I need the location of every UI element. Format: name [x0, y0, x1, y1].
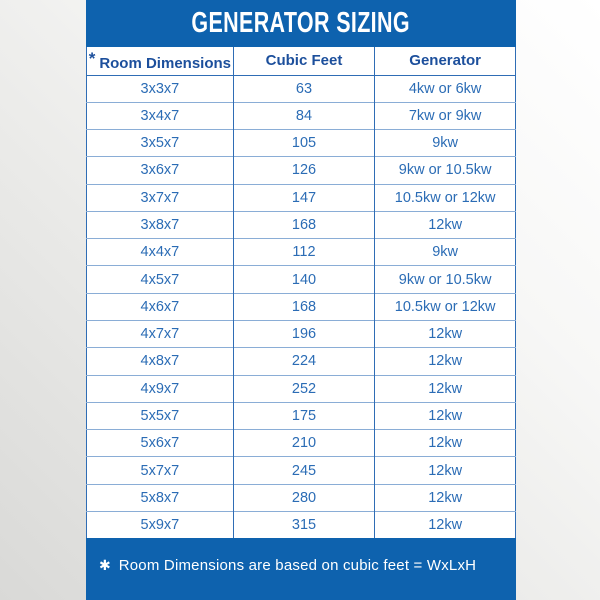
table-row — [87, 293, 516, 320]
table-cell: 5x8x7 — [87, 484, 234, 511]
table-cell: 9kw or 10.5kw — [375, 266, 516, 293]
table-cell: 9kw — [375, 130, 516, 157]
table-row — [87, 102, 516, 129]
table-row — [87, 402, 516, 429]
table-cell: 7kw or 9kw — [375, 102, 516, 129]
table-cell: 4kw or 6kw — [375, 75, 516, 102]
table-cell: 3x6x7 — [87, 157, 234, 184]
table-cell: 280 — [233, 484, 375, 511]
table-body — [87, 75, 516, 538]
header-row — [87, 47, 516, 75]
table-cell: 3x5x7 — [87, 130, 234, 157]
table-cell: 3x4x7 — [87, 102, 234, 129]
col-header-cubic-feet: Cubic Feet — [233, 47, 375, 75]
table-cell: 12kw — [375, 402, 516, 429]
page-title: GENERATOR SIZING — [191, 7, 411, 39]
table-row — [87, 184, 516, 211]
table-cell: 245 — [233, 457, 375, 484]
table-row — [87, 130, 516, 157]
table-row — [87, 430, 516, 457]
table-cell: 224 — [233, 348, 375, 375]
table-cell: 252 — [233, 375, 375, 402]
table-cell: 5x7x7 — [87, 457, 234, 484]
table-cell: 5x9x7 — [87, 512, 234, 539]
footer-note — [86, 538, 516, 600]
table-cell: 196 — [233, 321, 375, 348]
asterisk-mark: * — [88, 49, 96, 69]
table-row — [87, 321, 516, 348]
table-cell: 168 — [233, 211, 375, 238]
table-cell: 140 — [233, 266, 375, 293]
table-row — [87, 266, 516, 293]
table-row — [87, 239, 516, 266]
table-cell: 105 — [233, 130, 375, 157]
table-cell: 12kw — [375, 512, 516, 539]
table-cell: 168 — [233, 293, 375, 320]
table-cell: 63 — [233, 75, 375, 102]
table-cell: 4x7x7 — [87, 321, 234, 348]
table-cell: 12kw — [375, 348, 516, 375]
table-row — [87, 484, 516, 511]
table-cell: 12kw — [375, 375, 516, 402]
table-cell: 4x6x7 — [87, 293, 234, 320]
table-row — [87, 375, 516, 402]
table-row — [87, 512, 516, 539]
table-row — [87, 348, 516, 375]
title-banner — [86, 0, 516, 47]
col-header-room-dimensions — [87, 47, 234, 75]
table-cell: 12kw — [375, 430, 516, 457]
table-cell: 210 — [233, 430, 375, 457]
table-cell: 315 — [233, 512, 375, 539]
table-cell: 10.5kw or 12kw — [375, 184, 516, 211]
generator-sizing-panel — [86, 0, 516, 600]
table-cell: 126 — [233, 157, 375, 184]
table-cell: 5x5x7 — [87, 402, 234, 429]
table-cell: 12kw — [375, 211, 516, 238]
table-cell: 147 — [233, 184, 375, 211]
table-cell: 4x5x7 — [87, 266, 234, 293]
table-row — [87, 457, 516, 484]
table-row — [87, 211, 516, 238]
table-cell: 5x6x7 — [87, 430, 234, 457]
table-cell: 4x4x7 — [87, 239, 234, 266]
table-row — [87, 157, 516, 184]
sizing-table — [86, 47, 516, 538]
asterisk-icon: ✱ — [99, 557, 111, 573]
table-cell: 12kw — [375, 457, 516, 484]
table-cell: 12kw — [375, 484, 516, 511]
table-cell: 4x9x7 — [87, 375, 234, 402]
table-row — [87, 75, 516, 102]
col-header-room-dimensions-label: Room Dimensions — [99, 55, 231, 73]
table-cell: 175 — [233, 402, 375, 429]
table-cell: 9kw or 10.5kw — [375, 157, 516, 184]
table-cell: 10.5kw or 12kw — [375, 293, 516, 320]
table-cell: 112 — [233, 239, 375, 266]
table-cell: 4x8x7 — [87, 348, 234, 375]
table-cell: 12kw — [375, 321, 516, 348]
table-cell: 3x3x7 — [140, 80, 180, 97]
col-header-generator: Generator — [375, 47, 516, 75]
footer-note-text: Room Dimensions are based on cubic feet = WxLxH — [118, 556, 477, 574]
table-cell: 3x7x7 — [87, 184, 234, 211]
table-cell: 9kw — [375, 239, 516, 266]
table-cell: 84 — [233, 102, 375, 129]
table-cell: 3x8x7 — [87, 211, 234, 238]
